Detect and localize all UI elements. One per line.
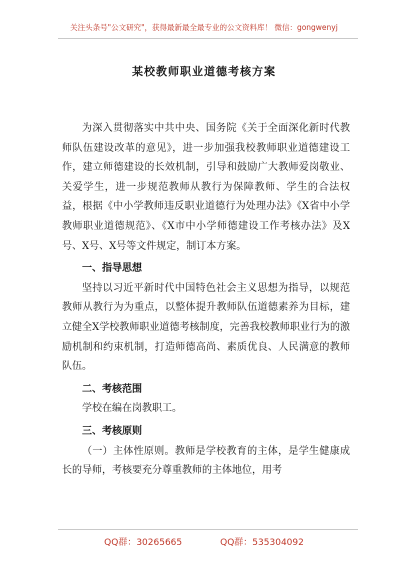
footer-divider <box>58 529 358 530</box>
section-body-guiding-ideology: 坚持以习近平新时代中国特色社会主义思想为指导，以规范教师从教行为为重点，以整体提升教师队伍道德素养为目标，建立健全X学校教师职业道德考核制度，完善我校教师职业行为的激励机制和约束机制，打造师德高尚、素质优良、人民满意的教师队伍。 <box>62 282 350 373</box>
document-body <box>62 119 350 481</box>
footer-qq-group-1: QQ群：30265665 <box>104 538 183 548</box>
footer <box>0 535 408 548</box>
header-divider <box>58 38 358 39</box>
section-heading-scope: 二、考核范围 <box>82 383 142 395</box>
header-note: 关注头条号"公文研究"，获得最新最全最专业的公文资料库！ 微信：gongwenyj <box>70 23 338 32</box>
footer-qq-group-2: QQ群：535304092 <box>220 538 304 548</box>
section-heading-guiding-ideology: 一、指导思想 <box>82 263 142 275</box>
section-body-scope: 学校在编在岗教职工。 <box>82 403 182 415</box>
section-heading-principles: 三、考核原则 <box>82 425 142 437</box>
document-title: 某校教师职业道德考核方案 <box>132 65 276 78</box>
section-body-principles: （一）主体性原则。教师是学校教育的主体，是学生健康成长的导师，考核要充分尊重教师的主体地位，用考 <box>62 445 350 477</box>
intro-paragraph: 为深入贯彻落实中共中央、国务院《关于全面深化新时代教师队伍建设改革的意见》，进一步加强我校教师职业道德建设工作，建立师德建设的长效机制，引导和鼓励广大教师爱岗敬业、关爱学生，进一步规范教师从教行为保障教师、学生的合法权益，根据《中小学教师违反职业道德行为处理办法》《X省中小学教师职业道德规范》、《X市中小学师德建设工作考核办法》及X号、X号、X号等文件规定，制订本方案。 <box>62 123 350 252</box>
